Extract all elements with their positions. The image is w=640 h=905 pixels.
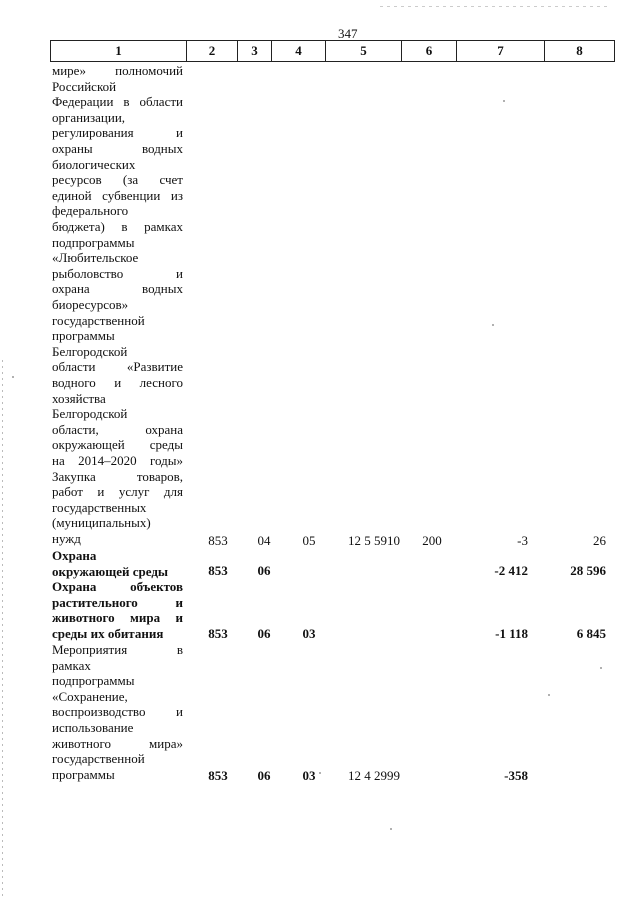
description-line: нужд (52, 531, 81, 546)
description-line: «Любительское (52, 250, 139, 266)
description-line: биологических (52, 156, 136, 172)
cell-ministry: 853 (208, 768, 228, 783)
description-line: Мероприятия в (52, 642, 183, 657)
description-line: охраны водных (52, 141, 183, 156)
description-line: организации, (52, 109, 126, 125)
description-line: Федерации в области (52, 94, 183, 110)
description-line: Белгородской (52, 343, 128, 359)
description-line: государственной (52, 751, 145, 767)
description-line: Охрана (52, 548, 97, 563)
description-line: ресурсов (за счет (52, 172, 183, 188)
description-line: единой субвенции из (52, 187, 183, 203)
description-line: государственной (52, 312, 145, 328)
description-line: рыболовство и (52, 265, 183, 281)
column-header-2: 2 (187, 41, 238, 62)
description-line: подпрограммы (52, 234, 135, 250)
column-header-4: 4 (272, 41, 326, 62)
scan-speck (319, 772, 321, 774)
scan-speck (12, 376, 14, 378)
cell-section: 06 (257, 563, 271, 578)
description-line: хозяйства (52, 390, 106, 406)
description-line: окружающей среды (52, 563, 169, 579)
column-header-8: 8 (545, 41, 615, 62)
description-line: рамках (52, 657, 91, 673)
cell-subsection: 03 (302, 768, 316, 783)
scan-speck (548, 694, 550, 696)
scan-speck (503, 100, 505, 102)
column-header-3: 3 (238, 41, 272, 62)
cell-section: 04 (257, 533, 271, 548)
cell-section: 06 (257, 768, 271, 783)
top-edge-artifact (380, 6, 610, 7)
description-line: растительного и (52, 594, 183, 610)
description-line: бюджета) в рамках (52, 219, 183, 234)
cell-target: 12 5 5910 (348, 533, 400, 548)
description-line: регулирования и (52, 125, 183, 141)
description-line: «Сохранение, (52, 688, 128, 704)
description-line: Российской (52, 78, 117, 94)
description-line: среды их обитания (52, 625, 164, 641)
description-line: области «Развитие (52, 359, 183, 375)
description-line: животного мира и (52, 610, 183, 626)
description-line: на 2014–2020 годы» (52, 453, 183, 468)
cell-total: 26 (593, 533, 606, 548)
page-edge-artifact (2, 360, 3, 900)
description-line: животного мира» (52, 735, 183, 751)
cell-ministry: 853 (208, 626, 228, 641)
cell-subsection: 03 (302, 626, 316, 641)
description-line: работ и услуг для (52, 484, 183, 500)
cell-total: 6 845 (576, 626, 606, 641)
cell-change: -2 412 (494, 563, 528, 578)
column-header-7: 7 (457, 41, 545, 62)
description-line: (муниципальных) (52, 515, 151, 531)
column-header-5: 5 (326, 41, 402, 62)
description-line: использование (52, 720, 134, 735)
page-number: 347 (338, 26, 358, 41)
cell-section: 06 (257, 626, 271, 641)
column-header-1: 1 (51, 41, 187, 62)
cell-total: 28 596 (570, 563, 606, 578)
description-line: государственных (52, 499, 147, 515)
scan-speck (492, 324, 494, 326)
column-header-row (50, 40, 615, 62)
description-line: мире» полномочий (52, 63, 183, 78)
description-line: программы (52, 766, 115, 782)
scan-speck (390, 828, 392, 830)
cell-change: -358 (504, 768, 528, 783)
description-line: водного и лесного (52, 375, 183, 390)
cell-ministry: 853 (208, 533, 228, 548)
description-line: окружающей среды (52, 437, 183, 453)
cell-change: -1 118 (495, 626, 528, 641)
description-line: Охрана объектов (52, 579, 183, 594)
description-line: биоресурсов» (52, 297, 129, 312)
description-line: Белгородской (52, 406, 128, 422)
description-line: Закупка товаров, (52, 468, 183, 484)
cell-change: -3 (517, 533, 528, 548)
description-line: федерального (52, 203, 129, 219)
description-line: области, охрана (52, 421, 183, 437)
cell-target: 12 4 2999 (348, 768, 400, 783)
description-line: охрана водных (52, 281, 183, 297)
description-line: программы (52, 328, 115, 344)
description-line: подпрограммы (52, 673, 135, 689)
cell-ministry: 853 (208, 563, 228, 578)
scan-speck (600, 667, 602, 669)
cell-type: 200 (422, 533, 442, 548)
column-header-6: 6 (402, 41, 457, 62)
cell-subsection: 05 (302, 533, 316, 548)
description-line: воспроизводство и (52, 704, 183, 720)
